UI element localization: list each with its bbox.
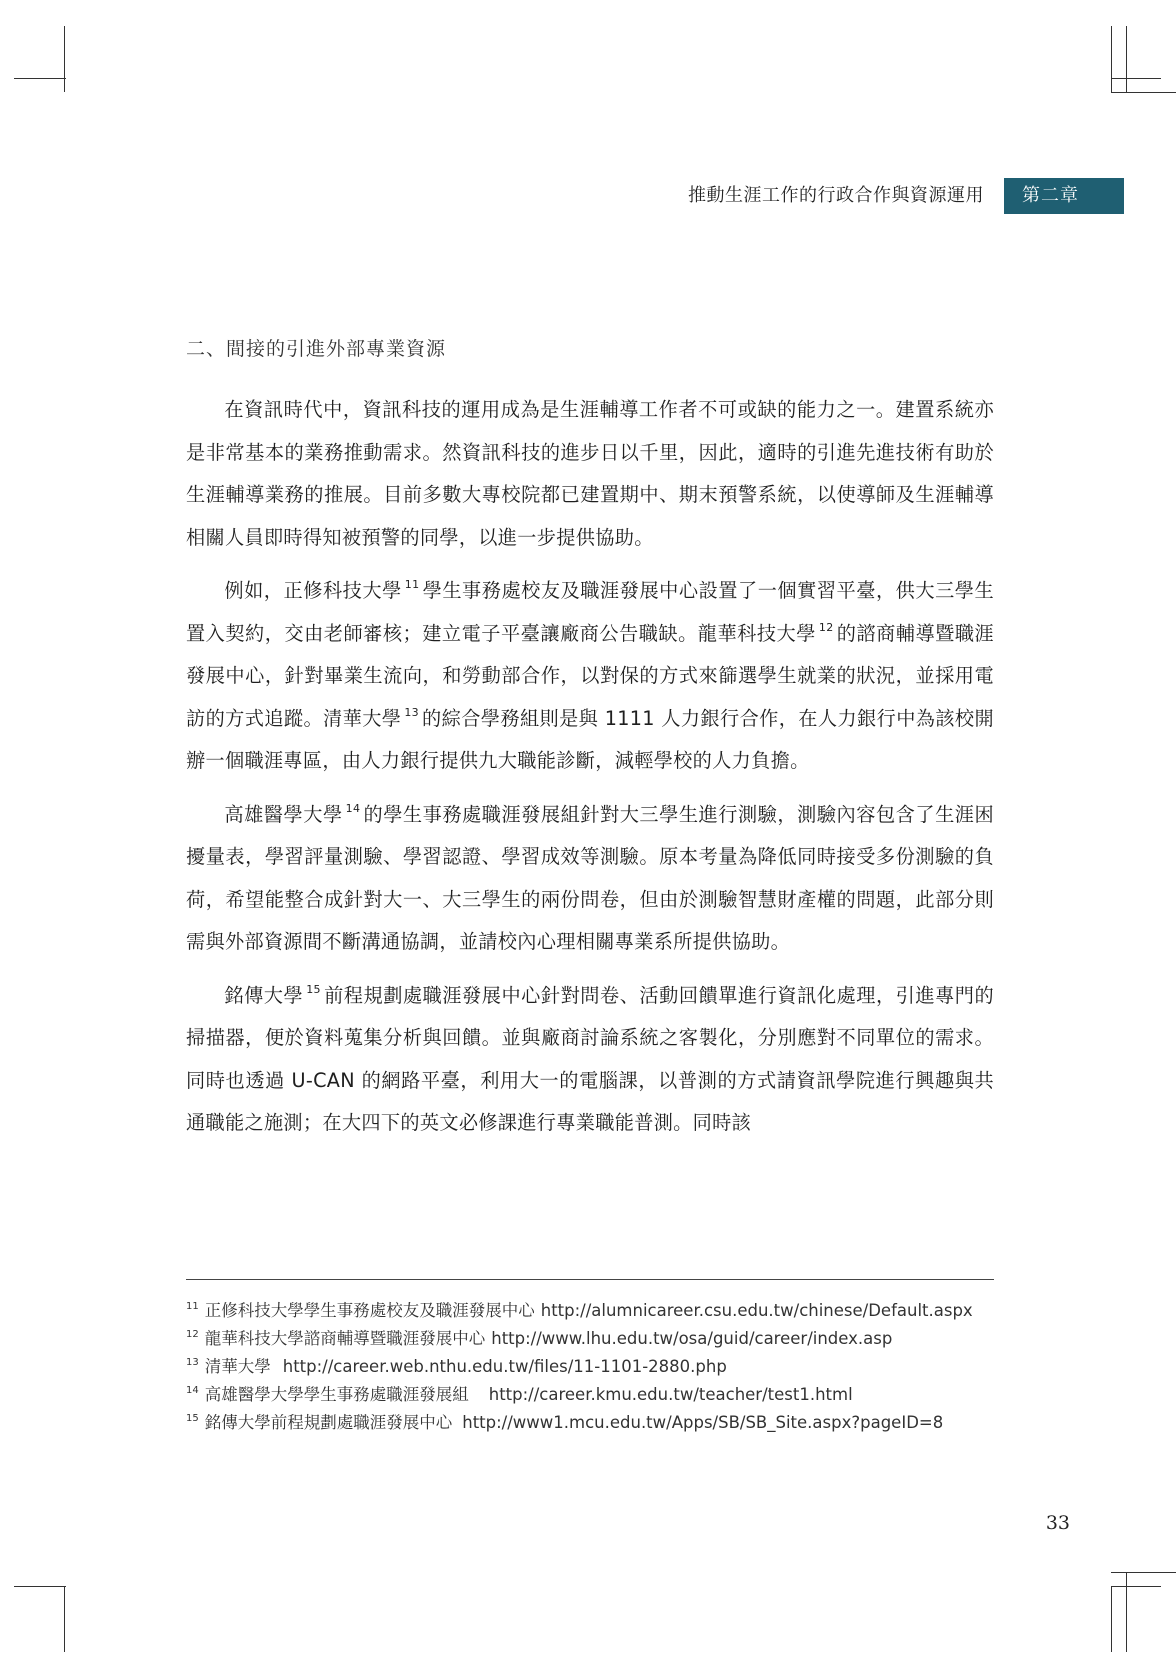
paragraph-text: 例如，正修科技大學: [224, 579, 402, 602]
footnote-number: 13: [186, 1357, 199, 1368]
footnote-number: 12: [186, 1329, 199, 1340]
footnote-list: [186, 1297, 1006, 1437]
footnote-item: [186, 1381, 1006, 1409]
crop-mark-top-left: [64, 26, 65, 92]
footnote-url[interactable]: http://www1.mcu.edu.tw/Apps/SB/SB_Site.aspx?pageID=8: [462, 1413, 944, 1432]
crop-mark-top-right: [1111, 78, 1161, 79]
paragraph-text: 在資訊時代中，資訊科技的運用成為是生涯輔導工作者不可或缺的能力之一。建置系統亦是非常基本的業務推動需求。然資訊科技的進步日以千里，因此，適時的引進先進技術有助於生涯輔導業務的推展。目前多數大專校院都已建置期中、期末預警系統，以使導師及生涯輔導相關人員即時得知被預警的同學，以進一步提供協助。: [186, 398, 994, 549]
running-header-title: 推動生涯工作的行政合作與資源運用: [688, 185, 984, 206]
paragraph-text: 的諮商輔導暨職涯發展中心，針對畢業生流向，和勞動部合作，以對保的方式來篩選學生就業的狀況，並採用電訪的方式追蹤。清華大學: [186, 621, 994, 730]
crop-mark-top-right: [1111, 26, 1112, 92]
paragraph-text: 的學生事務處職涯發展組針對大三學生進行測驗，測驗內容包含了生涯困擾量表，學習評量測驗、學習認證、學習成效等測驗。原本考量為降低同時接受多份測驗的負荷，希望能整合成針對大一、大三學生的兩份問卷，但由於測驗智慧財產權的問題，此部分則需與外部資源間不斷溝通協調，並請校內心理相關專業系所提供協助。: [186, 802, 994, 953]
page-number: 33: [1045, 1512, 1070, 1534]
paragraph-text: 學生事務處校友及職涯發展中心設置了一個實習平臺，供大三學生置入契約，交由老師審核；建立電子平臺讓廠商公告職缺。龍華科技大學: [186, 579, 995, 645]
crop-mark-bottom-left: [64, 1586, 65, 1652]
footnote-ref[interactable]: 14: [345, 801, 361, 815]
paragraph: [186, 389, 994, 559]
footnote-source: 正修科技大學學生事務處校友及職涯發展中心: [204, 1301, 535, 1320]
paragraph-text: 高雄醫學大學: [224, 802, 343, 826]
footnote-ref[interactable]: 12: [818, 620, 834, 634]
footnote-source: 銘傳大學前程規劃處職涯發展中心: [204, 1413, 453, 1432]
paragraph-text: 的綜合學務組則是與 1111 人力銀行合作，在人力銀行中為該校開辦一個職涯專區，由人力銀行提供九大職能診斷，減輕學校的人力負擔。: [186, 706, 994, 772]
crop-mark-bottom-left: [14, 1586, 66, 1587]
crop-mark-bottom-right: [1111, 1586, 1112, 1652]
footnote-url[interactable]: http://career.web.nthu.edu.tw/files/11-1101-2880.php: [282, 1357, 727, 1376]
footnote-item: [186, 1297, 1006, 1325]
section-heading: 二、間接的引進外部專業資源: [186, 338, 447, 360]
footnote-url[interactable]: http://career.kmu.edu.tw/teacher/test1.html: [488, 1385, 853, 1404]
crop-mark-top-right-inner: [1111, 92, 1176, 93]
footnote-number: 11: [186, 1301, 199, 1312]
paragraph: [186, 975, 994, 1145]
paragraph: [186, 794, 994, 964]
running-header: [688, 178, 1124, 214]
footnote-item: [186, 1409, 1006, 1437]
footnote-source: 龍華科技大學諮商輔導暨職涯發展中心: [204, 1329, 486, 1348]
footnote-item: [186, 1353, 1006, 1381]
footnote-source: 清華大學: [204, 1357, 271, 1376]
crop-mark-bottom-right-inner: [1111, 1572, 1176, 1573]
footnote-number: 15: [186, 1413, 199, 1424]
footnote-number: 14: [186, 1385, 199, 1396]
paragraph: [186, 570, 994, 783]
footnote-item: [186, 1325, 1006, 1353]
crop-mark-top-right-inner: [1126, 26, 1127, 92]
footnote-ref[interactable]: 15: [306, 982, 321, 996]
crop-mark-top-left: [14, 78, 66, 79]
footnote-ref[interactable]: 13: [404, 705, 419, 719]
main-content: [186, 331, 994, 1156]
paragraph-text: 前程規劃處職涯發展中心針對問卷、活動回饋單進行資訊化處理，引進專門的掃描器，便於資料蒐集分析與回饋。並與廠商討論系統之客製化，分別應對不同單位的需求。同時也透過 U-CAN 的網路平臺，利用大一的電腦課，以普測的方式請資訊學院進行興趣與共通職能之施測；在大四下的英文必修課進行專業職能普測。同時該: [186, 983, 994, 1134]
footnote-url[interactable]: http://alumnicareer.csu.edu.tw/chinese/Default.aspx: [540, 1301, 973, 1320]
footnote-ref[interactable]: 11: [404, 578, 420, 591]
footnote-divider: [186, 1279, 994, 1280]
chapter-tab: 第二章: [1004, 178, 1124, 214]
footnote-source: 高雄醫學大學學生事務處職涯發展組: [204, 1385, 469, 1404]
crop-mark-bottom-right: [1111, 1586, 1161, 1587]
paragraph-text: 銘傳大學: [224, 983, 304, 1007]
crop-mark-bottom-right-inner: [1126, 1572, 1127, 1652]
footnote-url[interactable]: http://www.lhu.edu.tw/osa/guid/career/index.asp: [491, 1329, 893, 1348]
